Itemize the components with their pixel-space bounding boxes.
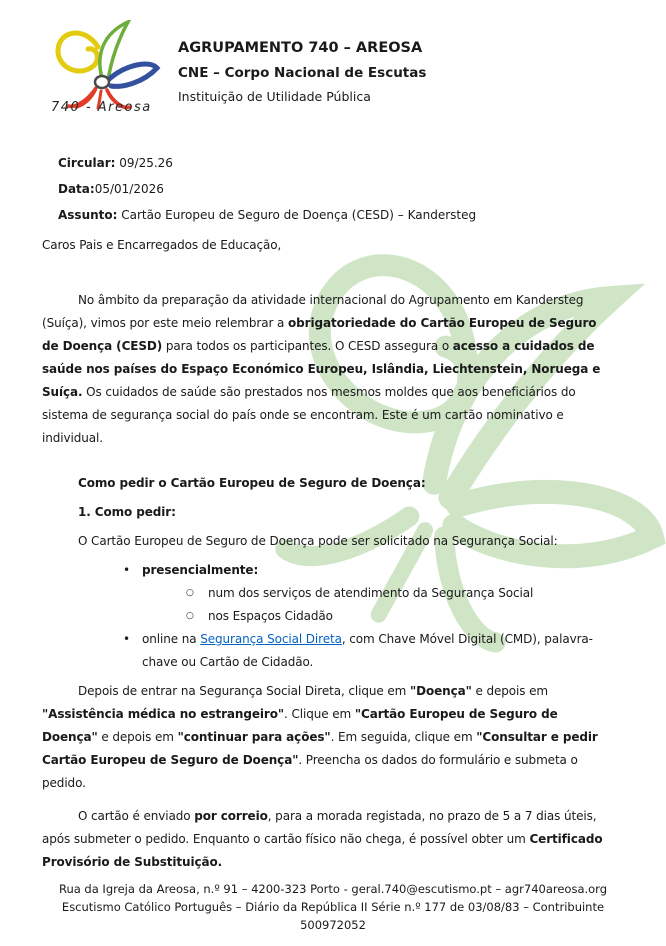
org-status: Instituição de Utilidade Pública <box>178 89 371 104</box>
section-heading: Como pedir o Cartão Europeu de Seguro de Doença: <box>78 476 426 490</box>
date-line <box>58 182 666 196</box>
text-run: . Em seguida, clique em <box>330 730 477 744</box>
footer-line-address: Rua da Igreja da Areosa, n.º 91 – 4200-323 Porto - geral.740@escutismo.pt – agr740areosa.org <box>58 882 608 896</box>
footer <box>0 880 666 934</box>
text-run: , para a morada registada, no prazo de 5 a 7 dias úteis, após submeter o pedido. Enquanto o cartão físico não chega, é possível obter um <box>42 809 597 846</box>
paragraph-delivery <box>42 805 608 874</box>
text-run: "Cartão Europeu de Seguro de Doença" <box>42 707 558 744</box>
text-run: "Assistência médica no estrangeiro" <box>42 707 285 721</box>
list-subitem-atendimento: ○ num dos serviços de atendimento da Segurança Social <box>42 582 608 605</box>
text-run: . Clique em <box>284 707 355 721</box>
text-run: . Preencha os dados do formulário e submeta o pedido. <box>42 753 578 790</box>
subject-value: Cartão Europeu de Seguro de Doença (CESD) – Kandersteg <box>121 208 477 222</box>
subject-line <box>58 208 666 222</box>
list-item-text: presencialmente: <box>142 563 259 577</box>
text-run: Certificado Provisório de Substituição. <box>42 832 603 869</box>
org-name: AGRUPAMENTO 740 – AREOSA <box>178 40 423 56</box>
letter-body <box>0 234 666 874</box>
footer-line-tax-number: 500972052 <box>300 918 366 932</box>
text-run: e depois em <box>471 684 549 698</box>
footer-line-registration: Escutismo Católico Português – Diário da República II Série n.º 177 de 03/08/83 – Contribuinte <box>61 900 605 914</box>
text-run: "continuar para ações" <box>177 730 331 744</box>
circular-meta <box>0 156 666 222</box>
request-options-list <box>42 559 608 674</box>
text-run: para todos os participantes. O CESD assegura o <box>162 339 453 353</box>
text-run: online na <box>142 632 201 646</box>
text-run: obrigatoriedade do Cartão Europeu de Seguro de Doença (CESD) <box>42 316 597 353</box>
logo-caption: 740 - Areosa <box>51 100 152 114</box>
text-run: , com Chave Móvel Digital (CMD), palavra-chave ou Cartão de Cidadão. <box>142 632 593 669</box>
text-run: por correio <box>194 809 268 823</box>
letterhead <box>0 0 666 114</box>
list-subitem-espacos-cidadao: ○ nos Espaços Cidadão <box>42 605 608 628</box>
subsection-heading: 1. Como pedir: <box>78 505 176 519</box>
scout-group-logo-icon <box>50 20 166 114</box>
subject-label: Assunto: <box>58 208 118 222</box>
org-parent-name: CNE – Corpo Nacional de Escutas <box>178 65 427 81</box>
text-run: Depois de entrar na Segurança Social Direta, clique em <box>78 684 410 698</box>
request-intro: O Cartão Europeu de Seguro de Doença pode ser solicitado na Segurança Social: <box>78 534 558 548</box>
circular-label: Circular: <box>58 156 116 170</box>
text-run: "Consultar e pedir Cartão Europeu de Seguro de Doença" <box>42 730 598 767</box>
letterhead-text <box>178 20 426 104</box>
text-run: "Doença" <box>409 684 472 698</box>
paragraph-steps <box>42 680 608 795</box>
paragraph-intro <box>42 289 608 450</box>
circular-number-line <box>58 156 666 170</box>
list-item-online <box>42 628 608 674</box>
text-run: O cartão é enviado <box>78 809 195 823</box>
text-run: acesso a cuidados de saúde nos países do Espaço Económico Europeu, Islândia, Liechtenstein, Noruega e Suíça. <box>42 339 601 399</box>
list-item-presencialmente <box>42 559 608 582</box>
text-run: Os cuidados de saúde são prestados nos mesmos moldes que aos beneficiários do sistema de segurança social do país onde se encontram. Este é um cartão nominativo e individual. <box>42 385 576 445</box>
text-run: No âmbito da preparação da atividade internacional do Agrupamento em Kandersteg (Suíça), vimos por este meio relembrar a <box>42 293 584 330</box>
greeting: Caros Pais e Encarregados de Educação, <box>42 238 282 252</box>
date-value: 05/01/2026 <box>94 182 164 196</box>
text-run: e depois em <box>97 730 178 744</box>
date-label: Data: <box>58 182 95 196</box>
circular-value: 09/25.26 <box>119 156 173 170</box>
link-seguranca-social-direta[interactable]: Segurança Social Direta <box>200 632 342 646</box>
